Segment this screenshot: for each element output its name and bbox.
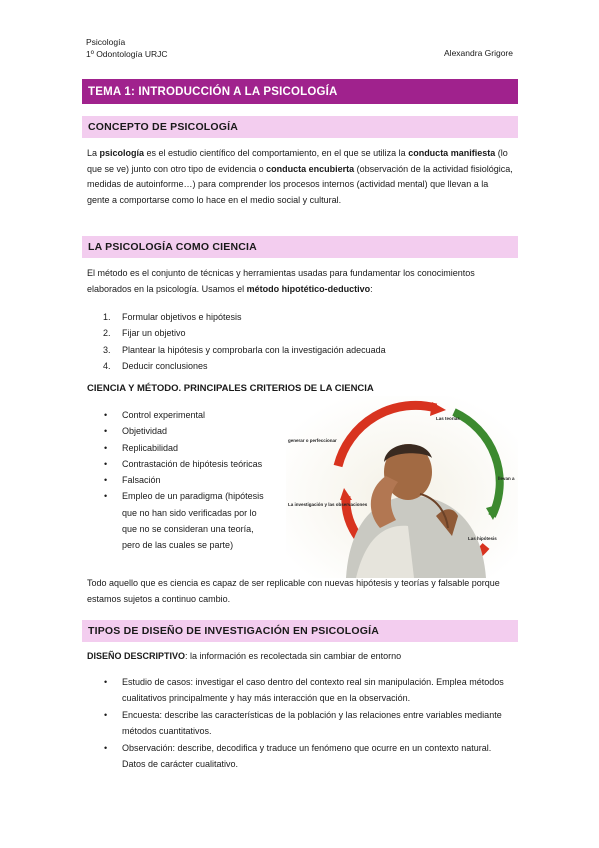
section-heading-ciencia <box>82 236 518 258</box>
text-run: (lo que se ve) junto con otro tipo de evidencia o <box>87 148 508 174</box>
step-text: Plantear la hipótesis y comprobarla con la investigación adecuada <box>122 344 386 355</box>
text-run: El método es el conjunto de técnicas y herramientas usadas para fundamentar los conocimientos elaborados en la psicología. Usamos el <box>87 268 475 294</box>
document-title: TEMA 1: INTRODUCCIÓN A LA PSICOLOGÍA <box>88 85 338 98</box>
design-item-text: Observación: describe, decodifica y traduce un fenómeno que ocurre en un contexto natural. Datos de carácter cualitativo. <box>122 743 492 769</box>
step-text: Fijar un objetivo <box>122 328 186 339</box>
figure-label-top: Las teorías <box>436 416 460 421</box>
bullet-icon: • <box>104 677 108 687</box>
figure-label-left-bottom: La investigación y las observaciones <box>288 502 368 507</box>
document-title-bar <box>82 79 518 104</box>
design-item-text: Estudio de casos: investigar el caso dentro del contexto real sin manipulación. Emplea métodos cualitativos principalmente y hay más interacción que en la observación. <box>122 677 504 703</box>
bold-term-psicologia: psicología <box>99 148 145 158</box>
research-design-list <box>87 675 515 773</box>
figure-label-right: llevan a <box>498 476 515 481</box>
step-text: Formular objetivos e hipótesis <box>122 312 242 322</box>
bullet-icon: • <box>104 410 108 420</box>
text-run: : <box>370 283 373 294</box>
bold-term-conducta-encubierta: conducta encubierta <box>266 163 355 174</box>
criteria-subheading: CIENCIA Y MÉTODO. PRINCIPALES CRITERIOS DE LA CIENCIA <box>87 383 374 394</box>
metodo-paragraph <box>87 266 513 297</box>
header-subject: Psicología <box>86 37 126 47</box>
list-item <box>87 741 515 772</box>
list-item <box>87 423 287 439</box>
step-number: 3. <box>103 344 111 355</box>
step-text: Deducir conclusiones <box>122 360 208 371</box>
section-heading-tipos-diseno <box>82 620 518 642</box>
text-run: es el estudio científico del comportamiento, en el que se utiliza la <box>144 148 409 158</box>
figure-label-bottom-right: Las hipótesis <box>468 536 497 541</box>
header-course: 1º Odontología URJC <box>86 49 168 59</box>
list-item <box>87 440 287 456</box>
bullet-icon: • <box>104 710 108 721</box>
section-heading-text: CONCEPTO DE PSICOLOGÍA <box>88 121 239 133</box>
list-item <box>87 488 287 553</box>
header-author: Alexandra Grigore <box>444 48 513 58</box>
closing-paragraph: Todo aquello que es ciencia es capaz de ser replicable con nuevas hipótesis y teorías y falsable porque estamos sujetos a continuo cambio. <box>87 578 500 604</box>
section-heading-text: LA PSICOLOGÍA COMO CIENCIA <box>88 241 257 253</box>
text-run: (observación de la actividad fisiológica, medidas de autoinforme…) para comprender los procesos internos (actividad mental) que llevan a la gente a comportarse como lo hace en el medio social y cultural. <box>87 163 513 205</box>
science-cycle-figure <box>286 396 518 578</box>
list-item <box>87 456 287 472</box>
criterion-text: Objetividad <box>122 426 168 437</box>
bullet-icon: • <box>104 426 108 437</box>
bullet-icon: • <box>104 491 108 502</box>
criterion-text: Empleo de un paradigma (hipótesis que no han sido verificadas por lo que no se consideran una teoría, pero de las cuales se parte) <box>122 491 264 551</box>
criterion-text: Replicabilidad <box>122 442 179 453</box>
criteria-list <box>87 407 287 554</box>
list-item <box>87 708 515 739</box>
bullet-icon: • <box>104 442 108 453</box>
text-run: La <box>87 148 100 158</box>
descriptivo-lead <box>87 649 513 665</box>
step-number: 4. <box>103 360 111 371</box>
list-item <box>87 407 287 423</box>
step-number: 1. <box>103 312 111 322</box>
design-item-text: Encuesta: describe las características de la población y las relaciones entre variables mediante métodos cuantitativos. <box>122 710 502 736</box>
page-header-left <box>86 36 168 60</box>
list-item <box>87 472 287 488</box>
section-heading-concepto <box>82 116 518 138</box>
criterion-text: Falsación <box>122 475 161 486</box>
bold-term-metodo: método hipotético-deductivo <box>246 283 371 294</box>
criterion-text: Contrastación de hipótesis teóricas <box>122 458 263 469</box>
bullet-icon: • <box>104 458 108 469</box>
step-number: 2. <box>103 328 111 339</box>
concepto-paragraph <box>87 146 513 208</box>
bold-term-conducta-manifiesta: conducta manifiesta <box>408 148 496 158</box>
bullet-icon: • <box>104 475 108 486</box>
criterion-text: Control experimental <box>122 410 206 420</box>
bullet-icon: • <box>104 743 108 754</box>
text-run: : la información es recolectada sin cambiar de entorno <box>185 651 402 661</box>
list-item <box>87 675 515 706</box>
section-heading-text: TIPOS DE DISEÑO DE INVESTIGACIÓN EN PSICOLOGÍA <box>88 625 379 637</box>
bold-term-diseno-descriptivo: DISEÑO DESCRIPTIVO <box>87 651 186 661</box>
figure-label-left-top: generar o perfeccionar <box>288 438 337 443</box>
